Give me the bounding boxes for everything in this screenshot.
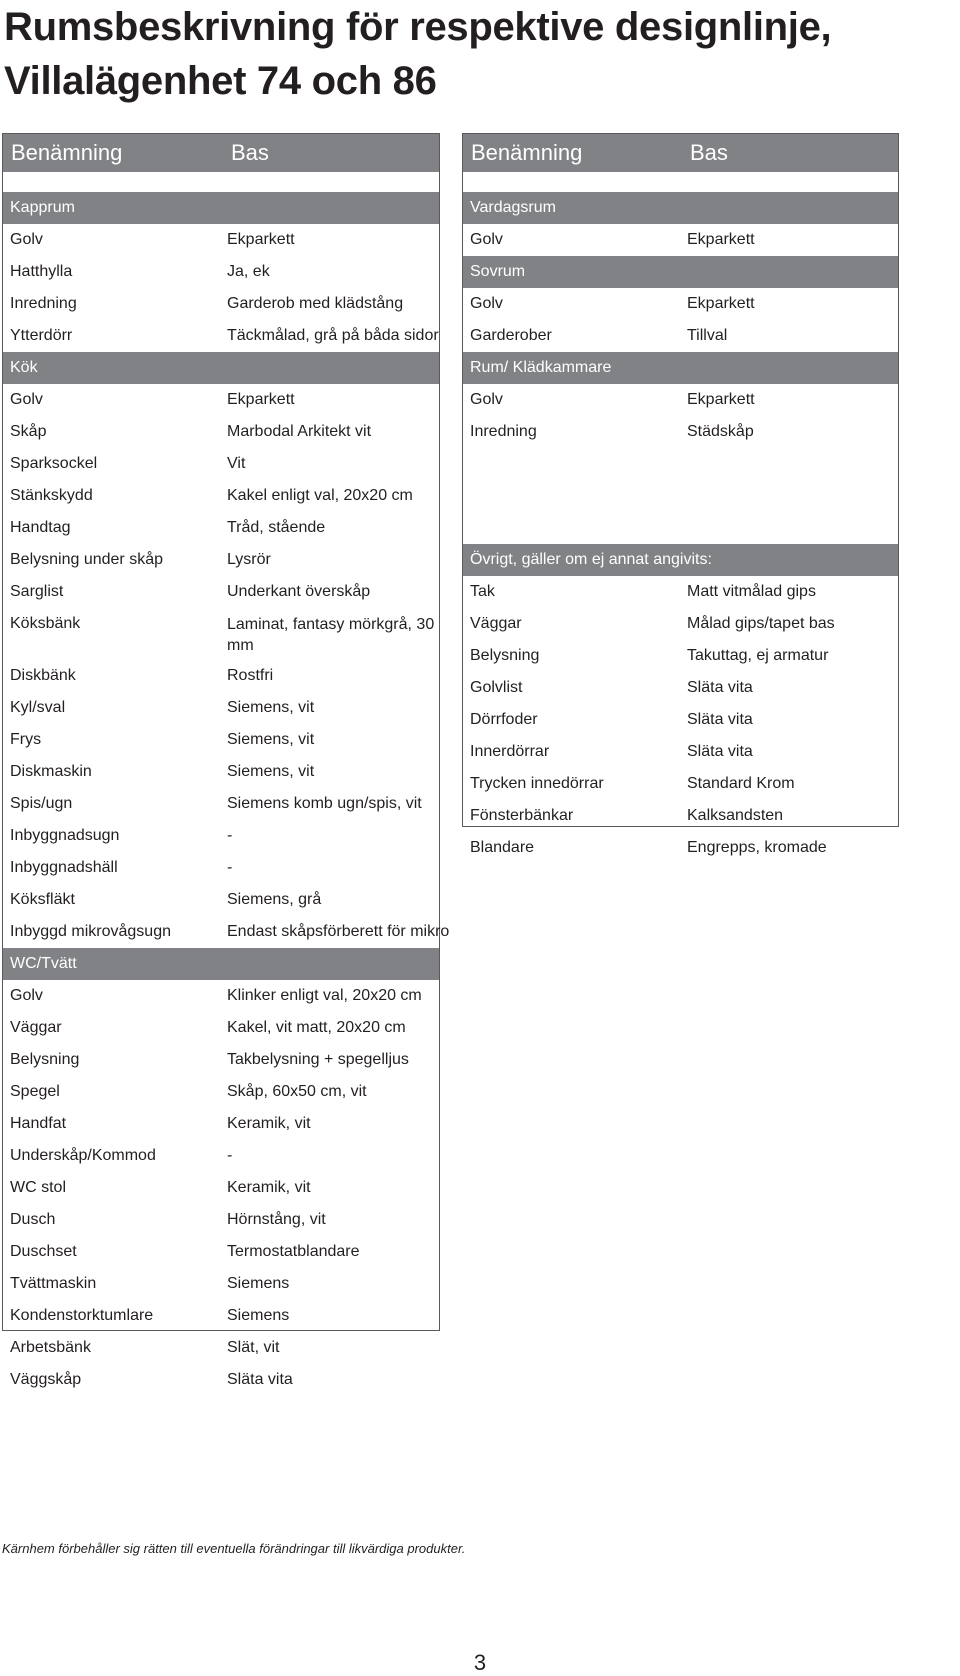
header-gap — [463, 172, 898, 192]
row-label: Underskåp/Kommod — [10, 1147, 156, 1164]
row-value: Lysrör — [227, 551, 271, 568]
row-value: Ekparkett — [227, 391, 295, 408]
left-header-value: Bas — [231, 140, 269, 165]
row-value: Ekparkett — [687, 391, 755, 408]
table-row — [3, 384, 439, 416]
row-label: Skåp — [10, 423, 47, 440]
title-line-1: Rumsbeskrivning för respektive designlinje, — [4, 5, 832, 49]
row-label: Sarglist — [10, 583, 64, 600]
table-row — [463, 576, 898, 608]
row-label: Belysning — [10, 1051, 80, 1068]
row-label: Inredning — [10, 295, 77, 312]
left-spec-table — [2, 133, 450, 1388]
row-value: Termostatblandare — [227, 1243, 360, 1260]
row-value: Underkant överskåp — [227, 583, 371, 600]
row-label: WC stol — [10, 1179, 66, 1196]
table-row — [463, 672, 898, 704]
row-label: Sparksockel — [10, 455, 98, 472]
row-value: Takbelysning + spegelljus — [227, 1051, 409, 1068]
row-value: Endast skåpsförberett för mikro — [227, 923, 450, 940]
row-value: - — [227, 859, 233, 876]
table-row — [3, 320, 439, 352]
row-value: Siemens komb ugn/spis, vit — [227, 795, 422, 812]
row-value: Ekparkett — [687, 231, 755, 248]
row-label: Tvättmaskin — [10, 1275, 97, 1292]
page-title — [4, 0, 944, 108]
table-row — [3, 852, 439, 884]
table-row — [3, 544, 439, 576]
table-row — [463, 832, 898, 864]
row-value: Ja, ek — [227, 263, 270, 280]
table-row — [463, 704, 898, 736]
row-value: - — [227, 1147, 233, 1164]
right-rows — [463, 192, 898, 864]
table-row — [3, 692, 439, 724]
table-row — [3, 1140, 439, 1172]
row-label: Handfat — [10, 1115, 67, 1132]
row-value: Standard Krom — [687, 775, 795, 792]
row-label: Spegel — [10, 1083, 60, 1100]
row-label: Väggar — [470, 615, 522, 632]
section-title: WC/Tvätt — [10, 955, 77, 972]
table-row — [3, 980, 439, 1012]
table-row — [463, 224, 898, 256]
table-row — [3, 448, 439, 480]
row-value: Släta vita — [687, 679, 753, 696]
table-row — [3, 1204, 439, 1236]
row-label: Golv — [470, 391, 503, 408]
section-header — [3, 352, 439, 384]
row-value: Siemens — [227, 1275, 290, 1292]
table-row — [463, 512, 898, 544]
row-label: Spis/ugn — [10, 795, 73, 812]
row-value: Siemens, vit — [227, 763, 315, 780]
table-row — [3, 576, 439, 608]
row-label: Köksfläkt — [10, 891, 75, 908]
table-row — [3, 224, 439, 256]
table-row — [3, 512, 439, 544]
row-value: Täckmålad, grå på båda sidor — [227, 327, 439, 344]
section-title: Vardagsrum — [470, 199, 556, 216]
row-value: Tillval — [687, 327, 728, 344]
row-label: Dörrfoder — [470, 711, 538, 728]
section-header — [3, 948, 439, 980]
row-label: Blandare — [470, 839, 535, 856]
row-value: Laminat, fantasy mörkgrå, 30 mm — [227, 616, 435, 654]
table-row — [3, 416, 439, 448]
row-label: Frys — [10, 731, 42, 748]
table-row — [3, 756, 439, 788]
row-label: Köksbänk — [10, 615, 81, 632]
header-gap — [3, 172, 439, 192]
row-value: Siemens, vit — [227, 699, 315, 716]
section-title: Kapprum — [10, 199, 75, 216]
right-column-header — [463, 134, 898, 172]
table-row — [3, 1076, 439, 1108]
right-header-value: Bas — [690, 140, 728, 165]
left-rows — [3, 192, 450, 1396]
table-row — [3, 288, 439, 320]
right-spec-table — [462, 133, 899, 856]
row-label: Inbyggd mikrovågsugn — [10, 923, 171, 940]
row-label: Fönsterbänkar — [470, 807, 574, 824]
page-number: 3 — [473, 1650, 487, 1675]
row-value: - — [227, 827, 233, 844]
table-row — [463, 768, 898, 800]
table-row — [463, 288, 898, 320]
row-label: Belysning — [470, 647, 540, 664]
row-value: Kakel enligt val, 20x20 cm — [227, 487, 413, 504]
section-header — [463, 192, 898, 224]
left-header-name: Benämning — [11, 140, 123, 165]
table-row — [463, 320, 898, 352]
row-value: Städskåp — [687, 423, 754, 440]
section-header — [463, 256, 898, 288]
table-row — [463, 608, 898, 640]
row-value: Siemens — [227, 1307, 290, 1324]
row-value: Garderob med klädstång — [227, 295, 404, 312]
table-row — [463, 384, 898, 416]
row-label: Handtag — [10, 519, 71, 536]
row-value: Siemens, grå — [227, 891, 322, 908]
row-label: Duschset — [10, 1243, 77, 1260]
row-label: Golv — [10, 391, 43, 408]
row-label: Stänkskydd — [10, 487, 93, 504]
table-row — [3, 256, 439, 288]
table-row — [3, 1268, 439, 1300]
section-header — [463, 352, 898, 384]
table-row — [3, 724, 439, 756]
row-label: Garderober — [470, 327, 552, 344]
row-label: Innerdörrar — [470, 743, 550, 760]
table-row — [3, 820, 439, 852]
table-row — [463, 640, 898, 672]
row-label: Golv — [470, 295, 503, 312]
row-value: Keramik, vit — [227, 1179, 311, 1196]
row-value: Släta vita — [227, 1371, 293, 1388]
table-row — [3, 1364, 439, 1396]
row-label: Kyl/sval — [10, 699, 66, 716]
row-value: Marbodal Arkitekt vit — [227, 423, 372, 440]
table-row — [463, 480, 898, 512]
section-title: Rum/ Klädkammare — [470, 359, 612, 376]
row-label: Hatthylla — [10, 263, 73, 280]
row-value: Vit — [227, 455, 246, 472]
table-row — [3, 660, 439, 692]
row-label: Trycken innedörrar — [470, 775, 604, 792]
table-row — [3, 1172, 439, 1204]
row-value: Klinker enligt val, 20x20 cm — [227, 987, 422, 1004]
row-value: Målad gips/tapet bas — [687, 615, 835, 632]
row-value: Ekparkett — [227, 231, 295, 248]
row-label: Golv — [470, 231, 503, 248]
row-label: Tak — [470, 583, 495, 600]
table-row — [3, 916, 450, 948]
row-label: Inredning — [470, 423, 537, 440]
row-label: Golv — [10, 231, 43, 248]
row-label: Arbetsbänk — [10, 1339, 91, 1356]
row-label: Kondenstorktumlare — [10, 1307, 154, 1324]
footnote: Kärnhem förbehåller sig rätten till eventuella förändringar till likvärdiga produkter. — [2, 1541, 466, 1556]
row-value: Ekparkett — [687, 295, 755, 312]
table-row — [3, 1332, 439, 1364]
row-value: Keramik, vit — [227, 1115, 311, 1132]
row-label: Golv — [10, 987, 43, 1004]
section-header — [3, 192, 439, 224]
section-header — [463, 544, 898, 576]
row-value: Kalksandsten — [687, 807, 784, 824]
row-value: Kakel, vit matt, 20x20 cm — [227, 1019, 406, 1036]
row-value: Takuttag, ej armatur — [687, 647, 829, 664]
row-label: Diskbänk — [10, 667, 76, 684]
table-row — [3, 1300, 439, 1332]
row-value: Engrepps, kromade — [687, 839, 827, 856]
table-row — [3, 884, 439, 916]
row-value: Hörnstång, vit — [227, 1211, 326, 1228]
row-label: Inbyggnadshäll — [10, 859, 118, 876]
table-row — [3, 788, 439, 820]
row-value: Matt vitmålad gips — [687, 583, 816, 600]
table-row — [3, 1108, 439, 1140]
row-value: Slät, vit — [227, 1339, 280, 1356]
table-row — [3, 480, 439, 512]
table-row — [463, 448, 898, 480]
row-label: Diskmaskin — [10, 763, 92, 780]
table-row — [463, 800, 898, 832]
section-title: Sovrum — [470, 263, 526, 280]
left-column-header — [3, 134, 439, 172]
section-title: Kök — [10, 359, 38, 376]
table-row — [3, 1236, 439, 1268]
table-row — [3, 1012, 439, 1044]
row-value: Släta vita — [687, 743, 753, 760]
section-title: Övrigt, gäller om ej annat angivits: — [470, 551, 712, 568]
title-line-2: Villalägenhet 74 och 86 — [4, 59, 437, 103]
table-row — [3, 1044, 439, 1076]
row-label: Golvlist — [470, 679, 523, 696]
table-row — [3, 608, 439, 660]
row-label: Väggar — [10, 1019, 62, 1036]
row-label: Väggskåp — [10, 1371, 82, 1388]
right-header-name: Benämning — [471, 140, 583, 165]
row-label: Dusch — [10, 1211, 56, 1228]
table-row — [463, 736, 898, 768]
row-value: Siemens, vit — [227, 731, 315, 748]
row-value: Rostfri — [227, 667, 274, 684]
row-value: Tråd, stående — [227, 519, 326, 536]
row-label: Belysning under skåp — [10, 551, 163, 568]
row-value: Släta vita — [687, 711, 753, 728]
row-value: Skåp, 60x50 cm, vit — [227, 1083, 367, 1100]
row-label: Ytterdörr — [10, 327, 73, 344]
table-row — [463, 416, 898, 448]
row-label: Inbyggnadsugn — [10, 827, 120, 844]
